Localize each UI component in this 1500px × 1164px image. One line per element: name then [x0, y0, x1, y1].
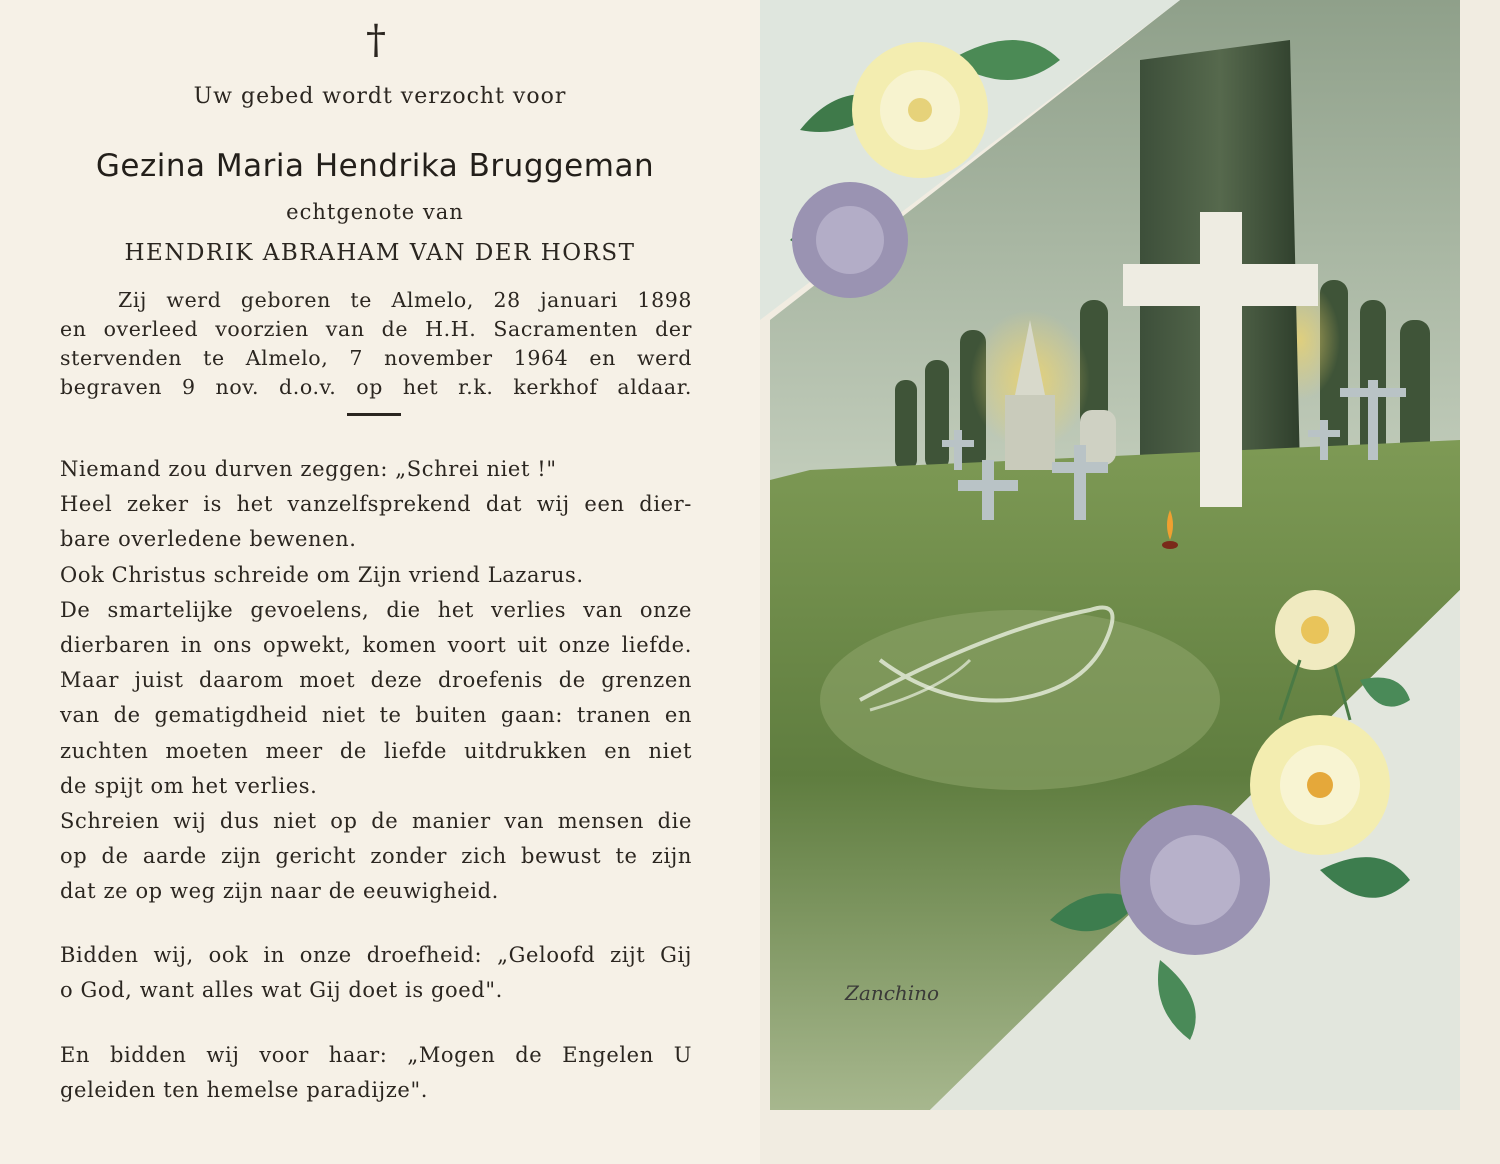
deceased-name: Gezina Maria Hendrika Bruggeman	[95, 148, 655, 184]
spouse-name: HENDRIK ABRAHAM VAN DER HORST	[124, 240, 636, 266]
artist-signature: Zanchino	[845, 981, 940, 1005]
text-line: Niemand zou durven zeggen: „Schrei niet !"	[60, 457, 557, 481]
text-line: bare overledene bewenen.	[60, 527, 357, 552]
spouse-label: echtgenote van	[286, 200, 464, 224]
cross-icon: †	[366, 17, 386, 63]
text-line: van de gematigdheid niet te buiten gaan: tranen en	[60, 703, 692, 728]
text-line: dierbaren in ons opwekt, komen voort uit onze liefde.	[60, 633, 692, 658]
text-line: De smartelijke gevoelens, die het verlies van onze	[60, 597, 692, 622]
bio-line: stervenden te Almelo, 7 november 1964 en werd	[60, 346, 692, 370]
white-cross	[1200, 212, 1242, 507]
text-line: Ook Christus schreide om Zijn vriend Lazarus.	[60, 562, 584, 587]
cemetery-illustration	[760, 0, 1500, 1164]
text-line: Maar juist daarom moet deze droefenis de grenzen	[60, 668, 692, 693]
prayer-line: o God, want alles wat Gij doet is goed".	[60, 977, 503, 1002]
meditation-text	[60, 452, 692, 1108]
prayer-line: geleiden ten hemelse paradijze".	[60, 1078, 428, 1103]
bio-line: Zij werd geboren te Almelo, 28 januari 1898	[118, 288, 692, 312]
text-line: dat ze op weg zijn naar de eeuwigheid.	[60, 879, 499, 904]
bio-line: en overleed voorzien van de H.H. Sacramenten der	[60, 317, 692, 341]
bio-line: begraven 9 nov. d.o.v. op het r.k. kerkhof aldaar.	[60, 375, 692, 399]
text-line: Schreien wij dus niet op de manier van mensen die	[60, 809, 692, 834]
illustration-page	[760, 0, 1500, 1164]
prayer-request: Uw gebed wordt verzocht voor	[193, 84, 567, 109]
text-line: Heel zeker is het vanzelfsprekend dat wij een dier-	[60, 492, 692, 517]
divider	[347, 413, 401, 416]
text-line: op de aarde zijn gericht zonder zich bewust te zijn	[60, 844, 692, 869]
prayer-line: Bidden wij, ook in onze droefheid: „Geloofd zijt Gij	[60, 942, 692, 967]
prayer-line: En bidden wij voor haar: „Mogen de Engelen U	[60, 1043, 692, 1068]
text-line: de spijt om het verlies.	[60, 773, 318, 798]
text-line: zuchten moeten meer de liefde uitdrukken en niet	[60, 738, 692, 763]
biography	[60, 286, 692, 402]
